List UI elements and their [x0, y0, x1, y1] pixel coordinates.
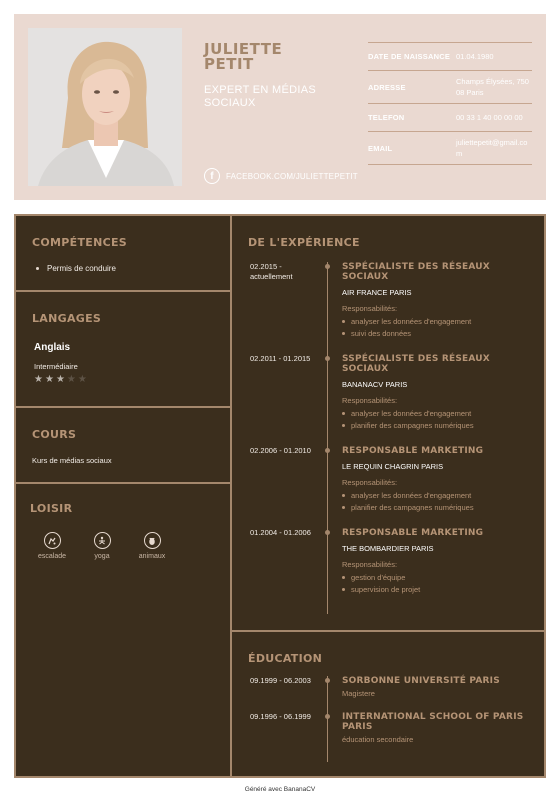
list-item	[342, 409, 538, 418]
timeline-dot-icon	[325, 448, 330, 453]
responsibility-text: analyser les données d'engagement	[351, 491, 472, 500]
timeline-dot-icon	[325, 530, 330, 535]
section-title: LANGAGES	[32, 312, 102, 325]
star-filled-icon: ★	[44, 374, 54, 385]
profile-photo	[28, 28, 182, 186]
entry-company: LE REQUIN CHAGRIN PARIS	[342, 462, 444, 471]
responsibility-list	[342, 409, 538, 430]
bullet-icon	[342, 506, 345, 509]
star-filled-icon: ★	[55, 374, 65, 385]
job-title: EXPERT EN MÉDIAS SOCIAUX	[204, 84, 316, 109]
responsibility-text: suivi des données	[351, 329, 412, 338]
contact-value[interactable]: 00 33 1 40 00 00 00	[456, 113, 523, 122]
facebook-icon: f	[204, 168, 220, 184]
contact-label: DATE DE NAISSANCE	[368, 52, 451, 61]
entry-responsibilities-label: Responsabilités:	[342, 478, 398, 487]
languages-section	[14, 290, 232, 408]
entry-body	[342, 446, 538, 512]
first-name: JULIETTE	[204, 40, 283, 58]
list-item	[342, 491, 538, 500]
timeline-dot-icon	[325, 678, 330, 683]
responsibility-text: gestion d'équipe	[351, 573, 406, 582]
hobbies-section	[14, 482, 232, 778]
responsibility-list	[342, 491, 538, 512]
timeline-line	[327, 676, 328, 762]
skills-section	[14, 214, 232, 292]
bullet-icon	[342, 588, 345, 591]
language-name: Anglais	[34, 342, 71, 353]
contact-value: Champs Élysées, 75008 Paris	[456, 77, 529, 97]
footer-credit: Généré avec BananaCV	[244, 786, 316, 793]
contact-info	[368, 42, 532, 165]
entry-title: SSPÉCIALISTE DES RÉSEAUX SOCIAUX	[342, 354, 490, 374]
timeline-line	[327, 262, 328, 614]
responsibility-text: supervision de projet	[351, 585, 421, 594]
facebook-link[interactable]	[204, 168, 358, 184]
section-title: ÉDUCATION	[248, 652, 323, 665]
entry-body	[342, 528, 538, 594]
entry-subtitle: Magistere	[342, 689, 375, 698]
section-title: DE L'EXPÉRIENCE	[248, 236, 360, 249]
entry-date: 02.2015 - actuellement	[250, 262, 293, 281]
hobby-label: yoga	[94, 553, 110, 560]
yoga-icon	[94, 532, 111, 549]
language-level: Intermédiaire	[34, 362, 78, 371]
entry-company: BANANACV PARIS	[342, 380, 408, 389]
entry-title: RESPONSABLE MARKETING	[342, 446, 484, 456]
entry-company: THE BOMBARDIER PARIS	[342, 544, 434, 553]
last-name: PETIT	[204, 55, 254, 73]
hobby-item	[84, 532, 120, 560]
list-item	[342, 503, 538, 512]
contact-email	[368, 132, 532, 165]
skill-label: Permis de conduire	[47, 264, 116, 273]
facebook-url: FACEBOOK.COM/JULIETTEPETIT	[226, 171, 358, 181]
entry-date: 01.2004 - 01.2006	[250, 528, 311, 537]
contact-birthdate	[368, 43, 532, 71]
entry-date: 02.2011 - 01.2015	[250, 354, 311, 363]
section-title: LOISIR	[30, 502, 73, 515]
bullet-icon	[342, 494, 345, 497]
star-empty-icon: ★	[77, 374, 87, 385]
portrait-illustration	[28, 28, 182, 186]
contact-label: TELEFON	[368, 113, 405, 122]
candidate-name	[204, 42, 324, 72]
contact-value[interactable]: juliettepetit@gmail.com	[456, 138, 528, 158]
entry-date: 09.1996 - 06.1999	[250, 712, 311, 721]
courses-section	[14, 406, 232, 484]
entry-date: 09.1999 - 06.2003	[250, 676, 311, 685]
entry-company: AIR FRANCE PARIS	[342, 288, 412, 297]
section-title: COMPÉTENCES	[32, 236, 127, 249]
entry-responsibilities-label: Responsabilités:	[342, 304, 398, 313]
experience-section	[230, 214, 546, 632]
responsibility-text: planifier des campagnes numériques	[351, 503, 474, 512]
contact-label: ADRESSE	[368, 82, 406, 92]
language-rating	[34, 374, 87, 385]
bullet-icon	[342, 332, 345, 335]
course-item: Kurs de médias sociaux	[32, 456, 112, 465]
list-item	[342, 317, 538, 326]
entry-body	[342, 676, 538, 698]
hobby-label: escalade	[37, 553, 67, 560]
entry-body	[342, 712, 538, 744]
contact-label: EMAIL	[368, 143, 393, 153]
entry-subtitle: éducation secondaire	[342, 735, 414, 744]
responsibility-text: analyser les données d'engagement	[351, 317, 472, 326]
hobby-list	[34, 532, 170, 560]
pet-icon	[144, 532, 161, 549]
bullet-icon	[342, 320, 345, 323]
responsibility-text: planifier des campagnes numériques	[351, 421, 474, 430]
climbing-icon	[44, 532, 61, 549]
entry-title: SSPÉCIALISTE DES RÉSEAUX SOCIAUX	[342, 262, 490, 282]
entry-title: INTERNATIONAL SCHOOL OF PARIS PARIS	[342, 712, 524, 732]
entry-title: RESPONSABLE MARKETING	[342, 528, 484, 538]
timeline-dot-icon	[325, 356, 330, 361]
section-title: COURS	[32, 428, 77, 441]
star-filled-icon: ★	[34, 374, 43, 385]
timeline-dot-icon	[325, 714, 330, 719]
entry-date: 02.2006 - 01.2010	[250, 446, 311, 455]
hobby-item	[34, 532, 70, 560]
education-section	[230, 630, 546, 778]
hobby-item	[134, 532, 170, 560]
list-item	[342, 585, 538, 594]
bullet-icon	[342, 424, 345, 427]
timeline-dot-icon	[325, 264, 330, 269]
entry-responsibilities-label: Responsabilités:	[342, 560, 398, 569]
entry-body	[342, 354, 538, 430]
contact-address	[368, 71, 532, 104]
responsibility-list	[342, 573, 538, 594]
bullet-icon	[36, 267, 39, 270]
list-item	[342, 329, 538, 338]
contact-value: 01.04.1980	[456, 52, 494, 61]
contact-phone	[368, 104, 532, 132]
entry-body	[342, 262, 538, 338]
cv-header	[14, 14, 546, 200]
skill-item	[36, 264, 116, 273]
bullet-icon	[342, 412, 345, 415]
list-item	[342, 573, 538, 582]
bullet-icon	[342, 576, 345, 579]
responsibility-text: analyser les données d'engagement	[351, 409, 472, 418]
star-empty-icon: ★	[66, 374, 76, 385]
list-item	[342, 421, 538, 430]
hobby-label: animaux	[138, 553, 166, 560]
entry-responsibilities-label: Responsabilités:	[342, 396, 398, 405]
entry-title: SORBONNE UNIVERSITÉ PARIS	[342, 676, 500, 686]
responsibility-list	[342, 317, 538, 338]
